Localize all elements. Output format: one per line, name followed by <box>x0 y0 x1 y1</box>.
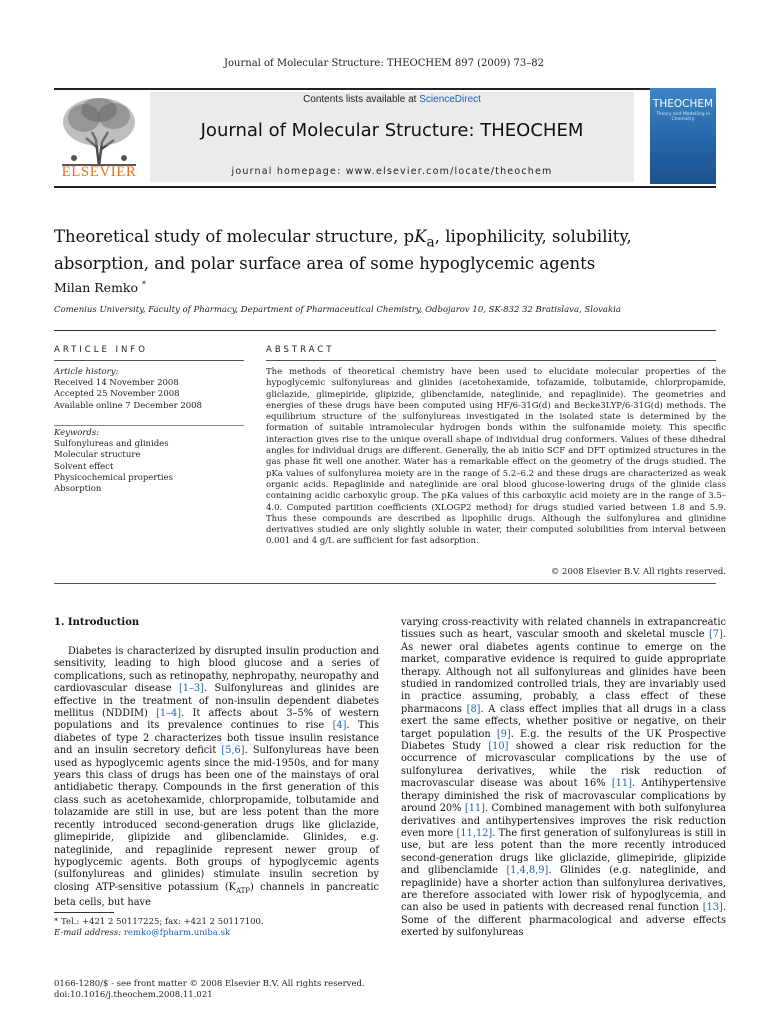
abstract-rule <box>266 360 716 361</box>
sciencedirect-link[interactable]: ScienceDirect <box>419 94 481 105</box>
citation-link[interactable]: [11] <box>611 778 632 790</box>
citation-link[interactable]: [1–4] <box>156 708 182 720</box>
footnote-email-line <box>54 928 379 939</box>
citation-link[interactable]: [10] <box>488 741 509 753</box>
issn-line: 0166-1280/$ - see front matter © 2008 Elsevier B.V. All rights reserved. <box>54 979 365 989</box>
keyword-item: Molecular structure <box>54 450 141 461</box>
email-label: E-mail address: <box>54 928 124 938</box>
citation-link[interactable]: [4] <box>332 720 347 732</box>
intro-paragraph-cont: varying cross-reactivity with related channels in extrapancreatic tissues such as heart, vascular smooth and skeletal muscle [7]. As newer oral diabetes agents continue to emerge on the market, comparative evidence is required to guide appropriate therapy. Although not all sulfonylureas and glinides have been studied in randomized controlled trials, they are invariably used in practice assuming, probably, a class effect of these pharmacons [8]. A class effect implies that all drugs in a class exert the same effects, whether positive or negative, on their target population [9]. E.g. the results of the UK Prospective Diabetes Study [10] showed a clear risk reduction for the occurrence of microvascular complications by the use of sulfonylurea derivatives, while the risk reduction of macrovascular disease was about 16% [11]. Antihypertensive therapy diminished the risk of macrovascular complications by around 20% [11]. Combined management with both sulfonylurea derivatives and antihypertensives improves the risk reduction even more [11,12]. The first generation of sulfonylureas is still in use, but are less potent than the more recently introduced second-generation drugs like gliclazide, glimepiride, glipizide and glibenclamide [1,4,8,9]. Glinides (e.g. nateglinide, and repaglinide) have a shorter action than sulfonylurea derivatives, are therefore associated with lower risk of hypoglycemia, and can also be used in patients with decreased renal function [13]. Some of the different pharmacological and adverse effects exerted by sulfonylureas <box>401 617 727 939</box>
journal-homepage-link[interactable]: journal homepage: www.elsevier.com/locate/theochem <box>231 166 553 177</box>
citation-link[interactable]: [13] <box>702 902 723 914</box>
doi-line[interactable]: doi:10.1016/j.theochem.2008.11.021 <box>54 990 213 1000</box>
footnote-contact: * Tel.: +421 2 50117225; fax: +421 2 50117100. <box>54 917 264 927</box>
journal-title: Journal of Molecular Structure: THEOCHEM <box>200 120 584 141</box>
citation-link[interactable]: [9] <box>496 728 511 740</box>
keywords-rule <box>54 425 244 426</box>
article-info-heading: ARTICLE INFO <box>54 345 148 355</box>
cover-subtitle: Theory and Modelling in Chemistry <box>655 112 711 122</box>
intro-left-column <box>54 646 379 909</box>
cover-title: THEOCHEM <box>652 98 714 110</box>
title-text-1: Theoretical study of molecular structure, p <box>54 227 415 246</box>
running-head: Journal of Molecular Structure: THEOCHEM 897 (2009) 73–82 <box>224 58 544 69</box>
title-k: K <box>414 227 427 246</box>
history-item: Available online 7 December 2008 <box>54 400 202 411</box>
publisher-wordmark: ELSEVIER <box>61 164 137 180</box>
affiliation: Comenius University, Faculty of Pharmacy, Department of Pharmaceutical Chemistry, Odbojarov 10, SK-832 32 Bratislava, Slovakia <box>54 305 621 315</box>
title-text-2: , lipophilicity, solubility, <box>434 227 632 246</box>
citation-link[interactable]: [1,4,8,9] <box>506 865 549 877</box>
journal-masthead <box>54 88 716 188</box>
citation-link[interactable]: [7] <box>708 629 723 641</box>
abstract-heading: ABSTRACT <box>266 345 335 355</box>
contents-prefix: Contents lists available at <box>303 94 420 105</box>
history-item: Received 14 November 2008 <box>54 378 179 389</box>
masthead-bottom-rule <box>54 186 716 188</box>
citation-link[interactable]: [5,6] <box>221 745 245 757</box>
author-footnote-mark[interactable]: * <box>142 280 147 289</box>
intro-heading: 1. Introduction <box>54 617 140 628</box>
citation-link[interactable]: [11] <box>464 803 485 815</box>
history-item: Accepted 25 November 2008 <box>54 389 180 400</box>
masthead-panel <box>150 92 634 182</box>
article-info-rule <box>54 360 244 361</box>
abstract-bottom-rule <box>54 583 716 584</box>
keywords <box>54 428 244 495</box>
citation-link[interactable]: [8] <box>466 703 481 715</box>
keyword-item: Solvent effect <box>54 461 114 472</box>
abstract-copyright: © 2008 Elsevier B.V. All rights reserved. <box>550 567 726 577</box>
keywords-label: Keywords: <box>54 428 100 438</box>
contents-line <box>150 94 634 105</box>
section-divider <box>54 330 716 331</box>
citation-link[interactable]: [1–3] <box>178 683 204 695</box>
keyword-item: Absorption <box>54 484 102 495</box>
footnote <box>54 917 379 939</box>
keyword-item: Sulfonylureas and glinides <box>54 439 169 450</box>
footnote-rule <box>54 912 114 913</box>
intro-right-column <box>401 617 726 940</box>
title-line-2: absorption, and polar surface area of some hypoglycemic agents <box>54 254 596 274</box>
bottom-metadata <box>54 979 454 1001</box>
keyword-item: Physicochemical properties <box>54 472 173 483</box>
paper-title <box>54 226 694 275</box>
author-name: Milan Remko <box>54 280 139 296</box>
masthead-top-rule <box>54 88 716 90</box>
journal-cover-image <box>650 88 716 184</box>
abstract-body: The methods of theoretical chemistry have been used to elucidate molecular properties of the hypoglycemic sulfonylureas and glinides (acetohexamide, tofazamide, tolbutamide, chlorpropamide, gliclazide, glimepiride, glipizide, glibenclamide, nateglinide, and repaglinide). The geometries and energies of these drugs have been computed using HF/6-31G(d) and Becke3LYP/6-31G(d) methods. The equilibrium structure of the sulfonylureas investigated in the isolated state is determined by the formation of suitable intramolecular hydrogen bonds within the sulfonamide moiety. This specific interaction gives rise to the unique overall shape of individual drug conformers. Values of these dihedral angles for individual drugs are different. Generally, the ab initio SCF and DFT optimized structures in the gas phase fit well one another. Water has a remarkable effect on the geometry of the drugs studied. The pKa values of sulfonylurea moiety are in the range of 5.2–6.2 and these drugs are characterized as weak organic acids. Repaglinide and nateglinide are oral blood glucose-lowering drugs of the glinide class containing acidic carboxylic group. The pKa values of this carboxylic acid moiety are in the range of 3.5–4.0. Computed partition coefficients (XLOGP2 method) for drugs studied varied between 1.8 and 5.9. Thus these compounds are described as lipophilic drugs. Although the sulfonylurea and glinidine derivatives studied are only slightly soluble in water, their computed solubilities from interval between 0.001 and 4 g/L are sufficient for fast adsorption. <box>266 367 726 547</box>
title-sub-a: a <box>426 234 435 251</box>
email-link[interactable]: remko@fpharm.uniba.sk <box>123 928 231 938</box>
article-history <box>54 367 244 412</box>
citation-link[interactable]: [11,12] <box>456 827 493 839</box>
intro-paragraph: Diabetes is characterized by disrupted insulin production and sensitivity, leading to high blood glucose and a series of complications, such as retinopathy, nephropathy, neuropathy and cardiovascular disease [1–3]. Sulfonylureas and glinides are effective in the treatment of non-insulin dependent diabetes mellitus (NDDIM) [1–4]. It affects about 3–5% of western populations and its prevalence continues to rise [4]. This diabetes of type 2 characterizes both tissue insulin resistance and an insulin secretory deficit [5,6]. Sulfonylureas have been used as hypoglycemic agents since the mid-1950s, and for many years this class of drugs has been one of the mainstays of oral antidiabetic therapy. Compounds in the first generation of this class such as acetohexamide, chlorpropamide, tolbutamide and tolazamide are still in use, but are less potent than the more recently introduced second-generation drugs like gliclazide, glimepiride, glipizide and glibenclamide. Glinides, e.g. nateglinide, and repaglinide represent newer group of hypoglycemic agents. Both groups of hypoglycemic agents (sulfonylureas and glinides) stimulate insulin secretion by closing ATP-sensitive potassium $(K_{ATP})$ channels in pancreatic beta cells, but have <box>54 646 379 909</box>
history-label: Article history: <box>54 367 119 377</box>
author <box>54 280 146 295</box>
